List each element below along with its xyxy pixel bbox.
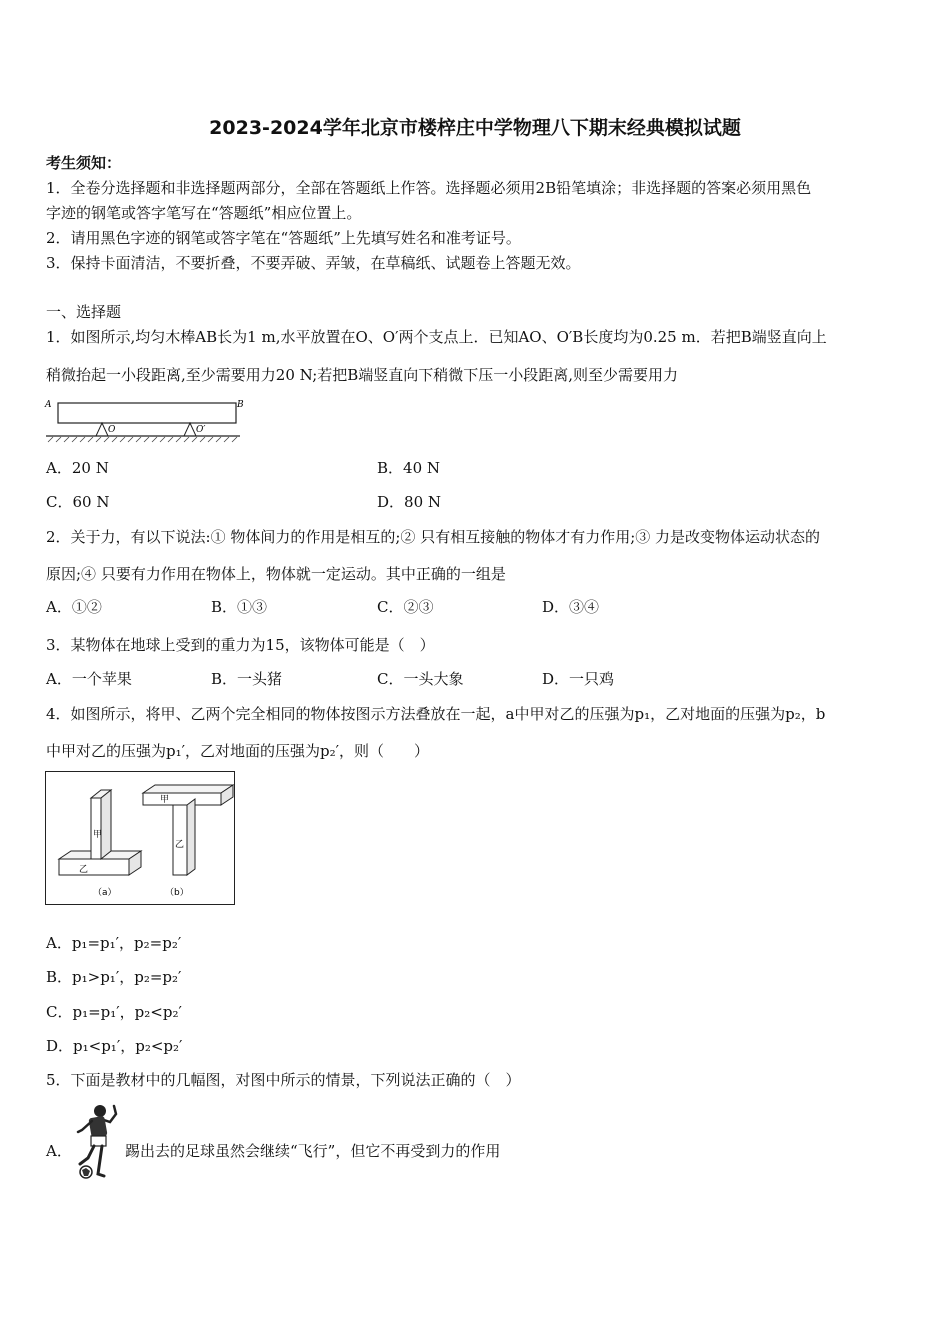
q4-label-jia-b: 甲 — [160, 795, 170, 805]
notice-heading: 考生须知： — [46, 154, 122, 172]
q2-option-b: B．①③ — [211, 598, 268, 616]
q1-label-o: O — [108, 425, 116, 435]
q4-option-c: C．p₁=p₁′，p₂<p₂′ — [46, 1003, 182, 1021]
notice-item-1-line-2: 字迹的钢笔或答字笔写在“答题纸”相应位置上。 — [46, 204, 362, 222]
q3-option-a: A．一个苹果 — [46, 670, 132, 688]
q1-label-o-prime: O′ — [196, 425, 206, 435]
soccer-player-image — [70, 1102, 122, 1182]
notice-item-3: 3．保持卡面清洁，不要折叠，不要弄破、弄皱，在草稿纸、试题卷上答题无效。 — [46, 254, 581, 272]
q1-stem-line-1: 1．如图所示,均匀木棒AB长为1 m,水平放置在O、O′两个支点上．已知AO、O′B长度均为0.25 m．若把B端竖直向上 — [46, 328, 827, 346]
q1-label-b: B — [237, 400, 244, 410]
q4-caption-a: （a） — [93, 888, 117, 898]
q5-option-a-label: A． — [46, 1142, 72, 1160]
q3-option-b: B．一头猪 — [211, 670, 283, 688]
q5-option-a-text: 踢出去的足球虽然会继续“飞行”，但它不再受到力的作用 — [125, 1142, 501, 1160]
section-heading: 一、选择题 — [46, 303, 122, 321]
q4-stem-line-2: 中甲对乙的压强为p₁′，乙对地面的压强为p₂′，则（ ） — [46, 742, 430, 760]
q4-caption-b: （b） — [165, 888, 189, 898]
q4-label-yi-b: 乙 — [175, 840, 185, 850]
q1-beam-figure — [44, 396, 248, 446]
q4-option-d: D．p₁<p₁′，p₂<p₂′ — [46, 1037, 183, 1055]
q1-option-d: D．80 N — [377, 493, 442, 511]
page-title: 2023-2024学年北京市楼梓庄中学物理八下期末经典模拟试题 — [209, 117, 741, 139]
q2-stem-line-1: 2．关于力，有以下说法:① 物体间力的作用是相互的;② 只有相互接触的物体才有力作用;③ 力是改变物体运动状态的 — [46, 528, 821, 546]
q2-option-c: C．②③ — [377, 598, 434, 616]
notice-item-2: 2．请用黑色字迹的钢笔或答字笔在“答题纸”上先填写姓名和准考证号。 — [46, 229, 521, 247]
q5-stem: 5．下面是教材中的几幅图，对图中所示的情景，下列说法正确的（ ） — [46, 1071, 521, 1089]
q3-stem: 3．某物体在地球上受到的重力为15，该物体可能是（ ） — [46, 636, 435, 654]
q1-label-a: A — [45, 400, 52, 410]
q2-option-d: D．③④ — [542, 598, 600, 616]
q4-option-b: B．p₁>p₁′，p₂=p₂′ — [46, 968, 182, 986]
q1-option-b: B．40 N — [377, 459, 441, 477]
q1-option-c: C．60 N — [46, 493, 110, 511]
q4-stem-line-1: 4．如图所示，将甲、乙两个完全相同的物体按图示方法叠放在一起，a中甲对乙的压强为p₁，乙对地面的压强为p₂，b — [46, 705, 826, 723]
q4-option-a: A．p₁=p₁′，p₂=p₂′ — [46, 934, 182, 952]
q2-option-a: A．①② — [46, 598, 102, 616]
q1-stem-line-2: 稍微抬起一小段距离,至少需要用力20 N;若把B端竖直向下稍微下压一小段距离,则至少需要用力 — [46, 366, 679, 384]
q3-option-d: D．一只鸡 — [542, 670, 615, 688]
q2-stem-line-2: 原因;④ 只要有力作用在物体上，物体就一定运动。其中正确的一组是 — [46, 565, 506, 583]
q4-label-jia-a: 甲 — [93, 830, 103, 840]
q3-option-c: C．一头大象 — [377, 670, 464, 688]
q1-option-a: A．20 N — [46, 459, 109, 477]
q4-stacking-figure — [45, 771, 235, 905]
q4-label-yi-a: 乙 — [79, 865, 89, 875]
notice-item-1-line-1: 1．全卷分选择题和非选择题两部分，全部在答题纸上作答。选择题必须用2B铅笔填涂；非选择题的答案必须用黑色 — [46, 179, 812, 197]
